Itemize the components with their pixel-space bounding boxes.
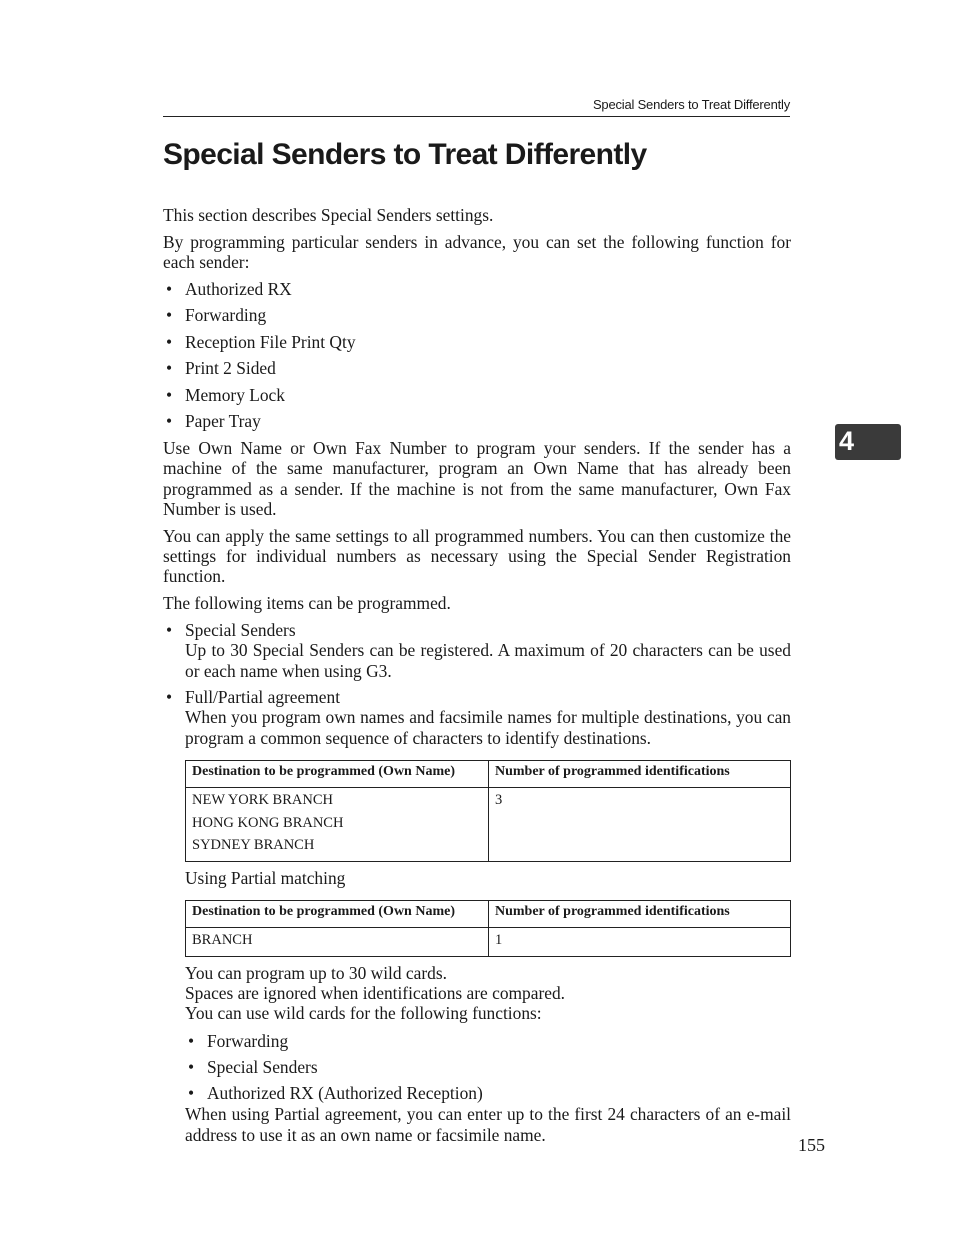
list-item: • Forwarding [166, 305, 267, 326]
list-item: • Authorized RX [166, 278, 292, 299]
intro-paragraph: This section describes Special Senders settings. [163, 205, 494, 225]
own-name-paragraph: Use Own Name or Own Fax Number to program your senders. If the sender has a machine of the same manufacturer, program an Own Name that has already been programmed as a sender. If the machine is not from the same manufacturer, Own Fax Number is used. [163, 438, 791, 519]
list-item: • Reception File Print Qty [166, 331, 356, 352]
table-cell-count: 3 [489, 787, 791, 861]
table-row [186, 787, 791, 861]
chapter-tab [835, 424, 901, 460]
item-description: When you program own names and facsimile names for multiple destinations, you can program a common sequence of characters to identify destinations. [185, 707, 791, 748]
wildcard-note: You can use wild cards for the following functions: [185, 1003, 542, 1024]
list-item: • Full/Partial agreement When you program own names and facsimile names for multiple destinations, you can program a common sequence of characters to identify destinations. [166, 687, 791, 748]
intro-paragraph: By programming particular senders in advance, you can set the following function for each sender: [163, 231, 791, 273]
list-item: • Authorized RX (Authorized Reception) [188, 1083, 483, 1104]
partial-matching-table [185, 900, 791, 957]
column-header: Number of programmed identifications [489, 760, 791, 787]
list-item: • Special Senders Up to 30 Special Senders can be registered. A maximum of 20 characters can be used or each name when using G3. [166, 619, 791, 681]
item-label: Full/Partial agreement [185, 687, 341, 708]
table-row [186, 928, 791, 957]
full-matching-table [185, 760, 791, 862]
column-header: Destination to be programmed (Own Name) [186, 760, 489, 787]
column-header: Number of programmed identifications [489, 901, 791, 928]
list-item: • Forwarding [188, 1030, 289, 1051]
column-header: Destination to be programmed (Own Name) [186, 901, 489, 928]
table-header-row [186, 901, 791, 928]
list-item: • Memory Lock [166, 384, 285, 405]
list-item: • Print 2 Sided [166, 358, 276, 379]
item-description: Up to 30 Special Senders can be registered. A maximum of 20 characters can be used or each name when using G3. [185, 640, 791, 681]
programmable-items-list [163, 620, 791, 748]
table-cell-count: 1 [489, 928, 791, 957]
partial-agreement-details [163, 760, 791, 1145]
page-title: Special Senders to Treat Differently [163, 138, 647, 171]
running-header [163, 96, 790, 117]
page-content [163, 205, 791, 1145]
function-list [163, 279, 791, 432]
apply-settings-paragraph: You can apply the same settings to all programmed numbers. You can then customize the settings for individual numbers as necessary using the Special Sender Registration function. [163, 525, 791, 587]
table-cell-destinations: BRANCH [186, 928, 489, 957]
chapter-number: 4 [839, 426, 855, 456]
list-item: • Paper Tray [166, 411, 261, 432]
table-header-row [186, 760, 791, 787]
running-header-title: Special Senders to Treat Differently [592, 97, 790, 112]
wildcard-note: You can program up to 30 wild cards. [185, 962, 447, 983]
partial-matching-label: Using Partial matching [185, 867, 346, 888]
item-label: Special Senders [185, 619, 296, 640]
wildcard-function-list [185, 1031, 791, 1104]
partial-agreement-note: When using Partial agreement, you can enter up to the first 24 characters of an e-mail address to use it as an own name or facsimile name. [185, 1104, 791, 1145]
list-item: • Special Senders [188, 1057, 318, 1077]
programmable-items-paragraph: The following items can be programmed. [163, 593, 451, 614]
page-number: 155 [798, 1135, 825, 1155]
table-cell-destinations: NEW YORK BRANCH HONG KONG BRANCH SYDNEY BRANCH [186, 787, 489, 861]
wildcard-note: Spaces are ignored when identifications are compared. [185, 982, 566, 1003]
